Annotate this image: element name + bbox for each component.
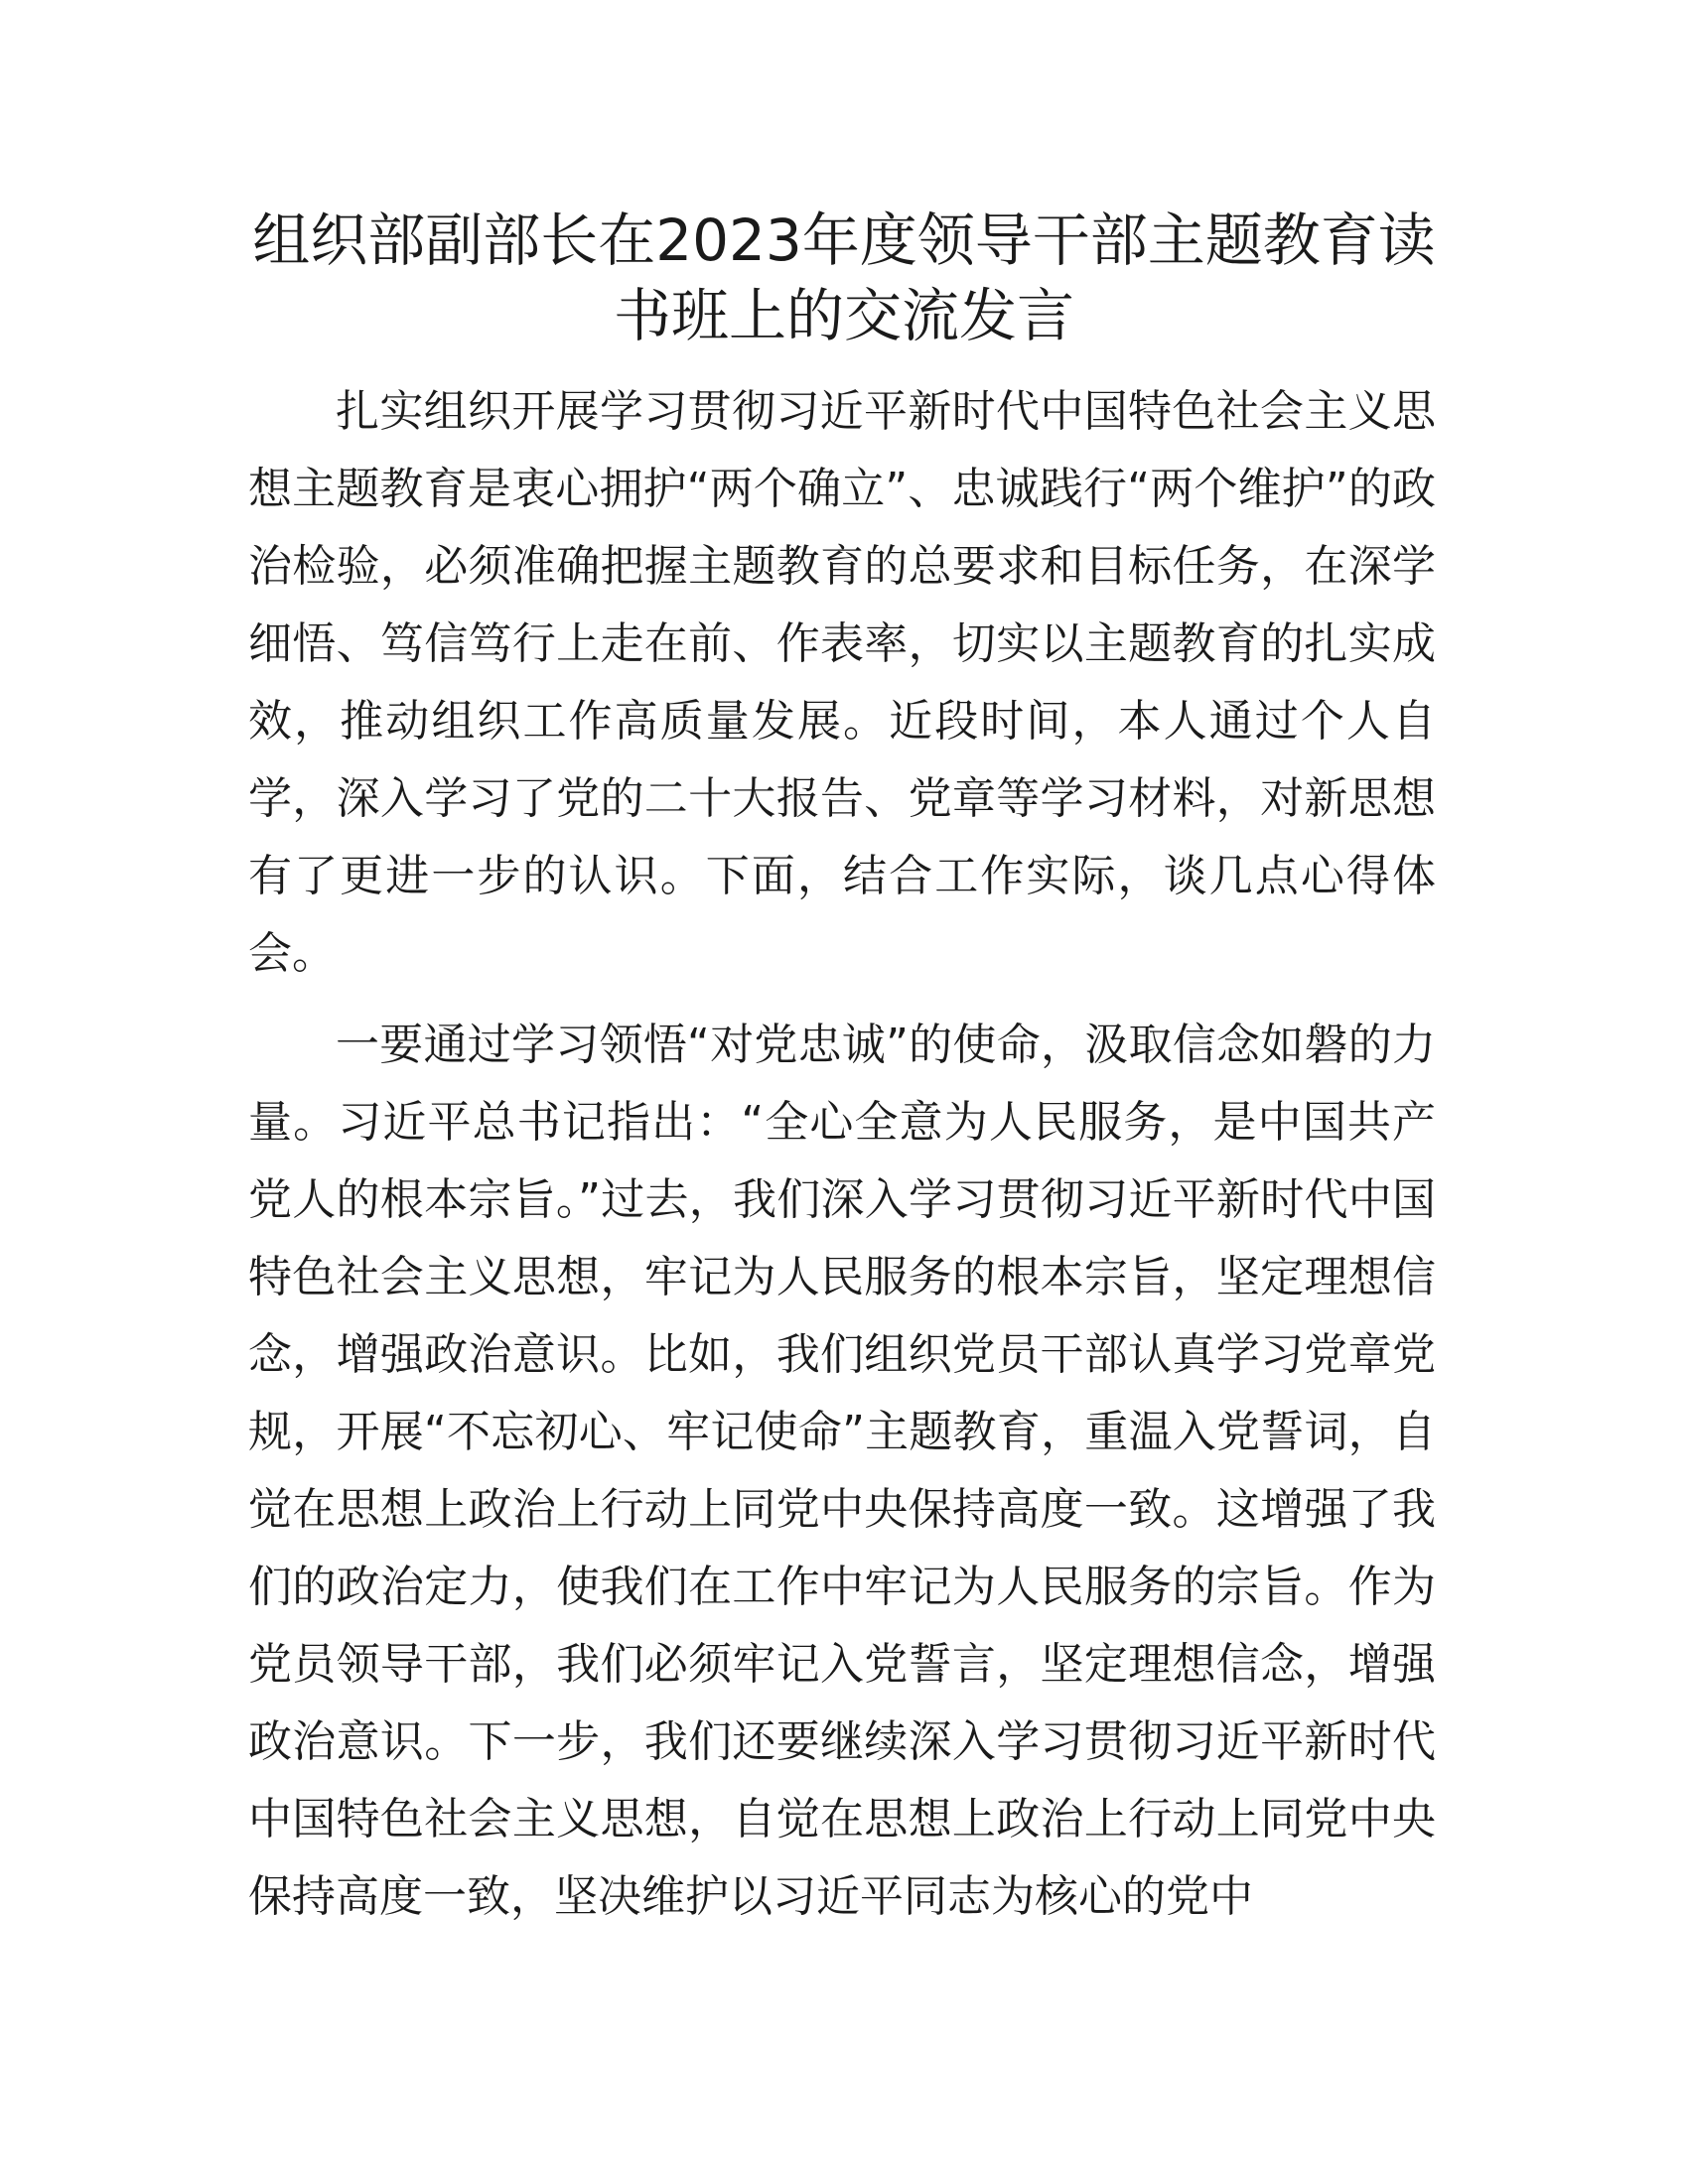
document-body [248,373,1436,1936]
paragraph-intro: 扎实组织开展学习贯彻习近平新时代中国特色社会主义思想主题教育是衷心拥护“两个确立”、忠诚践行“两个维护”的政治检验，必须准确把握主题教育的总要求和目标任务，在深学细悟、笃信笃行上走在前、作表率，切实以主题教育的扎实成效，推动组织工作高质量发展。近段时间，本人通过个人自学，深入学习了党的二十大报告、党章等学习材料，对新思想有了更进一步的认识。下面，结合工作实际，谈几点心得体会。 [248,386,1436,979]
document-title: 组织部副部长在2023年度领导干部主题教育读书班上的交流发言 [252,206,1436,349]
paragraph-point-one: 一要通过学习领悟“对党忠诚”的使命，汲取信念如磐的力量。习近平总书记指出：“全心全意为人民服务，是中国共产党人的根本宗旨。”过去，我们深入学习贯彻习近平新时代中国特色社会主义思想，牢记为人民服务的根本宗旨，坚定理想信念，增强政治意识。比如，我们组织党员干部认真学习党章党规，开展“不忘初心、牢记使命”主题教育，重温入党誓词，自觉在思想上政治上行动上同党中央保持高度一致。这增强了我们的政治定力，使我们在工作中牢记为人民服务的宗旨。作为党员领导干部，我们必须牢记入党誓言，坚定理想信念，增强政治意识。下一步，我们还要继续深入学习贯彻习近平新时代中国特色社会主义思想，自觉在思想上政治上行动上同党中央保持高度一致，坚决维护以习近平同志为核心的党中 [248,1020,1436,1922]
